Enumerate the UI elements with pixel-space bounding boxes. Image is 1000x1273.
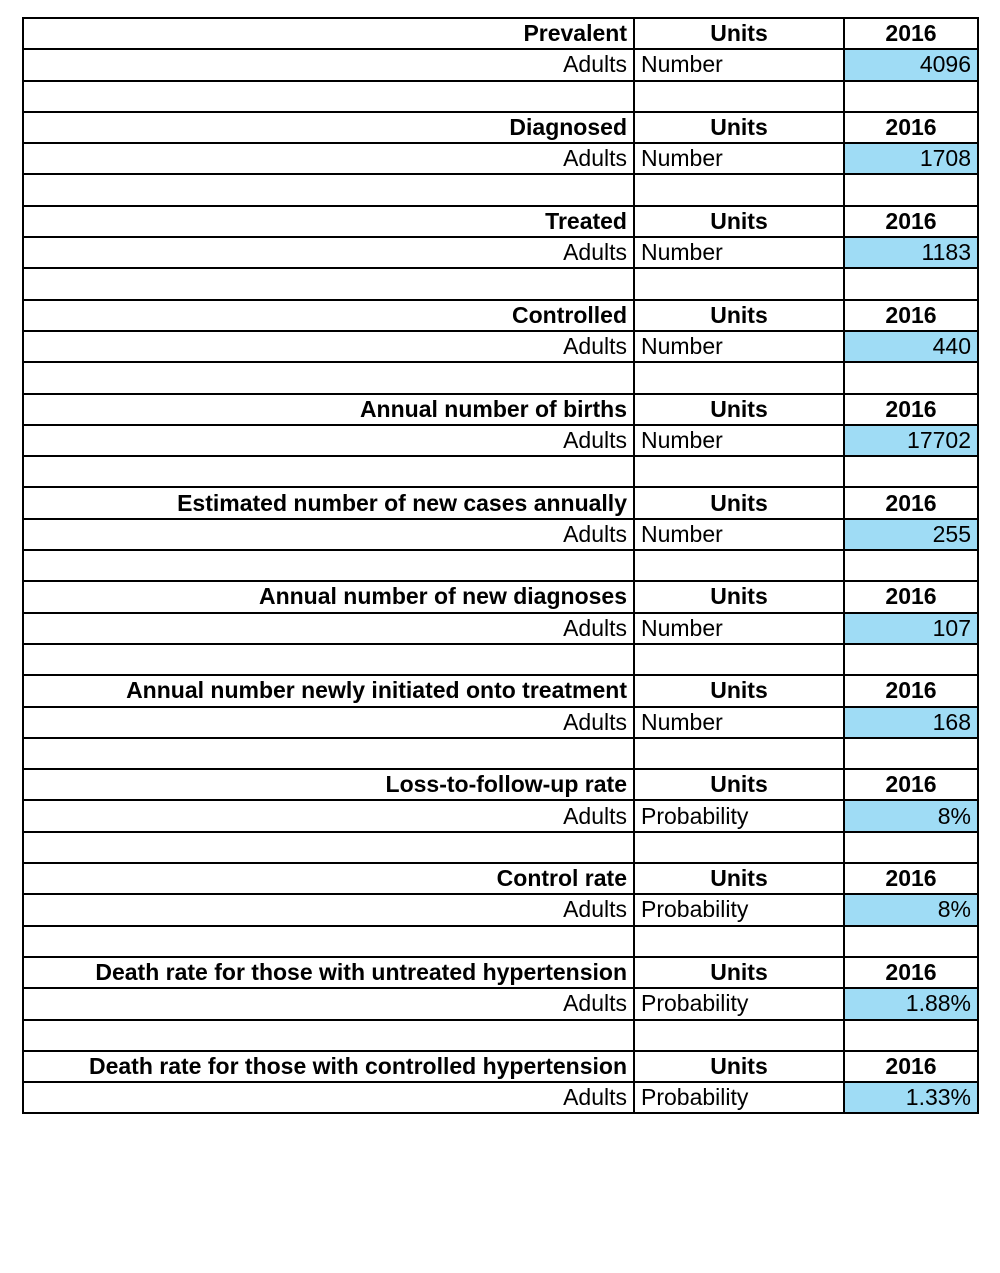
value-cell[interactable]: 440 [844, 331, 978, 362]
value-cell[interactable]: 168 [844, 707, 978, 738]
data-row [23, 613, 978, 644]
blank-cell[interactable] [634, 362, 844, 393]
blank-cell[interactable] [844, 926, 978, 957]
section-header-row [23, 581, 978, 612]
year-header-cell[interactable]: 2016 [844, 863, 978, 894]
row-label-cell[interactable]: Adults [23, 894, 634, 925]
units-header-cell[interactable]: Units [634, 957, 844, 988]
blank-cell[interactable] [634, 644, 844, 675]
blank-cell[interactable] [23, 926, 634, 957]
data-row [23, 519, 978, 550]
blank-cell[interactable] [634, 268, 844, 299]
table-body [23, 18, 978, 1113]
unit-cell[interactable]: Number [634, 613, 844, 644]
unit-cell[interactable]: Number [634, 707, 844, 738]
section-title-cell[interactable]: Annual number newly initiated onto treatment [23, 675, 634, 706]
units-header-cell[interactable]: Units [634, 487, 844, 518]
year-header-cell[interactable]: 2016 [844, 957, 978, 988]
blank-cell[interactable] [844, 362, 978, 393]
section-header-row [23, 1051, 978, 1082]
blank-cell[interactable] [844, 644, 978, 675]
data-row [23, 331, 978, 362]
blank-cell[interactable] [844, 268, 978, 299]
year-header-cell[interactable]: 2016 [844, 18, 978, 49]
row-label-cell[interactable]: Adults [23, 707, 634, 738]
row-label-cell[interactable]: Adults [23, 613, 634, 644]
blank-cell[interactable] [23, 268, 634, 299]
blank-row [23, 362, 978, 393]
row-label-cell[interactable]: Adults [23, 143, 634, 174]
blank-cell[interactable] [634, 456, 844, 487]
row-label-cell[interactable]: Adults [23, 519, 634, 550]
blank-cell[interactable] [844, 832, 978, 863]
units-header-cell[interactable]: Units [634, 863, 844, 894]
section-header-row [23, 18, 978, 49]
section-title-cell[interactable]: Loss-to-follow-up rate [23, 769, 634, 800]
blank-cell[interactable] [844, 738, 978, 769]
data-row [23, 237, 978, 268]
blank-row [23, 926, 978, 957]
data-row [23, 988, 978, 1019]
value-cell[interactable]: 4096 [844, 49, 978, 80]
units-header-cell[interactable]: Units [634, 394, 844, 425]
row-label-cell[interactable]: Adults [23, 800, 634, 831]
value-cell[interactable]: 1708 [844, 143, 978, 174]
blank-cell[interactable] [634, 81, 844, 112]
row-label-cell[interactable]: Adults [23, 1082, 634, 1113]
section-title-cell[interactable]: Estimated number of new cases annually [23, 487, 634, 518]
value-cell[interactable]: 8% [844, 800, 978, 831]
section-title-cell[interactable]: Annual number of new diagnoses [23, 581, 634, 612]
year-header-cell[interactable]: 2016 [844, 769, 978, 800]
blank-cell[interactable] [634, 832, 844, 863]
section-title-cell[interactable]: Treated [23, 206, 634, 237]
section-header-row [23, 112, 978, 143]
blank-cell[interactable] [23, 738, 634, 769]
blank-row [23, 832, 978, 863]
value-cell[interactable]: 1.88% [844, 988, 978, 1019]
unit-cell[interactable]: Number [634, 143, 844, 174]
blank-cell[interactable] [23, 1020, 634, 1051]
blank-cell[interactable] [23, 362, 634, 393]
section-header-row [23, 487, 978, 518]
section-title-cell[interactable]: Diagnosed [23, 112, 634, 143]
year-header-cell[interactable]: 2016 [844, 394, 978, 425]
value-cell[interactable]: 1.33% [844, 1082, 978, 1113]
unit-cell[interactable]: Probability [634, 894, 844, 925]
unit-cell[interactable]: Number [634, 237, 844, 268]
section-title-cell[interactable]: Annual number of births [23, 394, 634, 425]
year-header-cell[interactable]: 2016 [844, 206, 978, 237]
units-header-cell[interactable]: Units [634, 18, 844, 49]
unit-cell[interactable]: Probability [634, 800, 844, 831]
year-header-cell[interactable]: 2016 [844, 581, 978, 612]
section-title-cell[interactable]: Death rate for those with untreated hypertension [23, 957, 634, 988]
blank-cell[interactable] [23, 456, 634, 487]
data-table [22, 17, 979, 1114]
blank-cell[interactable] [23, 550, 634, 581]
blank-row [23, 81, 978, 112]
blank-cell[interactable] [634, 550, 844, 581]
unit-cell[interactable]: Probability [634, 988, 844, 1019]
blank-cell[interactable] [23, 174, 634, 205]
blank-row [23, 456, 978, 487]
data-row [23, 425, 978, 456]
blank-cell[interactable] [634, 926, 844, 957]
blank-cell[interactable] [23, 832, 634, 863]
section-header-row [23, 769, 978, 800]
blank-cell[interactable] [634, 738, 844, 769]
section-header-row [23, 957, 978, 988]
year-header-cell[interactable]: 2016 [844, 112, 978, 143]
year-header-cell[interactable]: 2016 [844, 487, 978, 518]
data-row [23, 800, 978, 831]
unit-cell[interactable]: Number [634, 49, 844, 80]
section-header-row [23, 206, 978, 237]
data-row [23, 707, 978, 738]
units-header-cell[interactable]: Units [634, 300, 844, 331]
row-label-cell[interactable]: Adults [23, 237, 634, 268]
year-header-cell[interactable]: 2016 [844, 675, 978, 706]
units-header-cell[interactable]: Units [634, 581, 844, 612]
section-title-cell[interactable]: Death rate for those with controlled hypertension [23, 1051, 634, 1082]
section-header-row [23, 675, 978, 706]
blank-cell[interactable] [23, 644, 634, 675]
blank-row [23, 174, 978, 205]
unit-cell[interactable]: Number [634, 331, 844, 362]
year-header-cell[interactable]: 2016 [844, 1051, 978, 1082]
blank-row [23, 644, 978, 675]
row-label-cell[interactable]: Adults [23, 988, 634, 1019]
data-row [23, 143, 978, 174]
section-title-cell[interactable]: Controlled [23, 300, 634, 331]
section-header-row [23, 394, 978, 425]
data-row [23, 1082, 978, 1113]
value-cell[interactable]: 255 [844, 519, 978, 550]
row-label-cell[interactable]: Adults [23, 49, 634, 80]
blank-cell[interactable] [23, 81, 634, 112]
unit-cell[interactable]: Number [634, 425, 844, 456]
blank-row [23, 550, 978, 581]
units-header-cell[interactable]: Units [634, 112, 844, 143]
units-header-cell[interactable]: Units [634, 675, 844, 706]
blank-cell[interactable] [634, 174, 844, 205]
row-label-cell[interactable]: Adults [23, 331, 634, 362]
section-header-row [23, 300, 978, 331]
section-header-row [23, 863, 978, 894]
blank-cell[interactable] [844, 174, 978, 205]
blank-cell[interactable] [844, 550, 978, 581]
year-header-cell[interactable]: 2016 [844, 300, 978, 331]
unit-cell[interactable]: Number [634, 519, 844, 550]
units-header-cell[interactable]: Units [634, 769, 844, 800]
value-cell[interactable]: 17702 [844, 425, 978, 456]
blank-cell[interactable] [844, 456, 978, 487]
units-header-cell[interactable]: Units [634, 1051, 844, 1082]
blank-cell[interactable] [844, 81, 978, 112]
row-label-cell[interactable]: Adults [23, 425, 634, 456]
blank-cell[interactable] [844, 1020, 978, 1051]
value-cell[interactable]: 1183 [844, 237, 978, 268]
units-header-cell[interactable]: Units [634, 206, 844, 237]
data-row [23, 894, 978, 925]
blank-row [23, 738, 978, 769]
section-title-cell[interactable]: Control rate [23, 863, 634, 894]
value-cell[interactable]: 107 [844, 613, 978, 644]
blank-row [23, 268, 978, 299]
section-title-cell[interactable]: Prevalent [23, 18, 634, 49]
unit-cell[interactable]: Probability [634, 1082, 844, 1113]
blank-row [23, 1020, 978, 1051]
value-cell[interactable]: 8% [844, 894, 978, 925]
data-row [23, 49, 978, 80]
blank-cell[interactable] [634, 1020, 844, 1051]
